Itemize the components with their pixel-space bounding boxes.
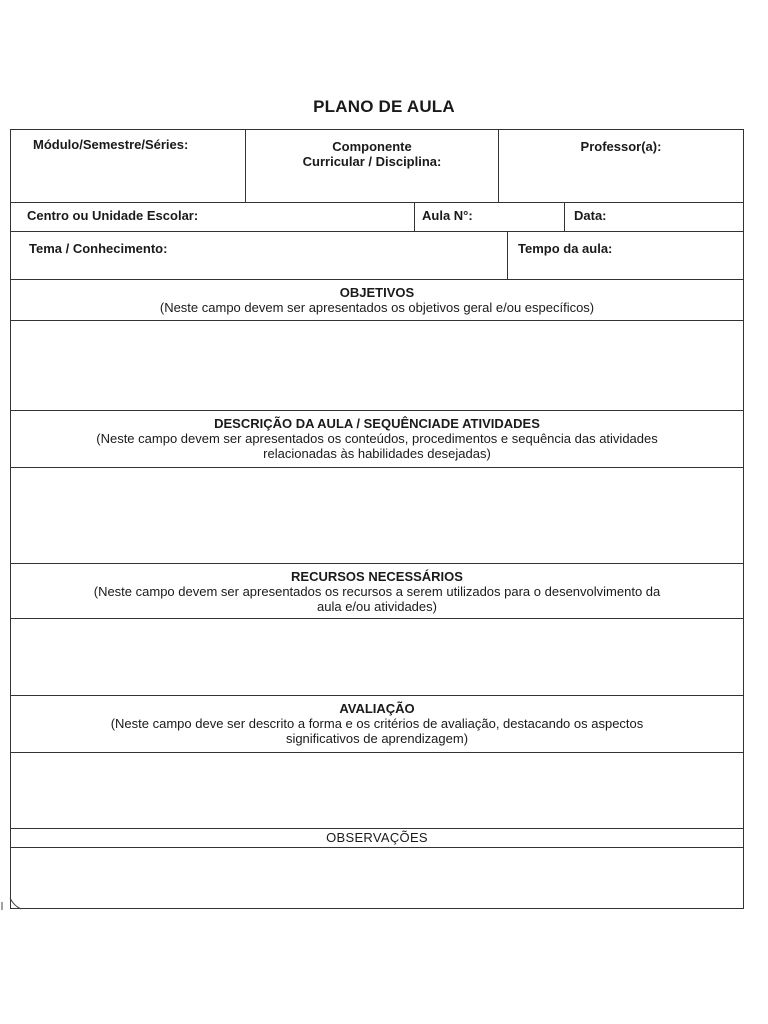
professor-label: Professor(a): bbox=[580, 139, 662, 154]
modulo-label: Módulo/Semestre/Séries: bbox=[33, 137, 189, 152]
avaliacao-description-line1: (Neste campo deve ser descrito a forma e os critérios de avaliação, destacando os aspectos bbox=[110, 716, 644, 731]
avaliacao-content-area[interactable] bbox=[11, 753, 743, 829]
page-curl-mark bbox=[0, 896, 22, 914]
descricao-heading: DESCRIÇÃO DA AULA / SEQUÊNCIADE ATIVIDADES bbox=[214, 416, 540, 431]
tempo-label: Tempo da aula: bbox=[518, 241, 613, 256]
data-label: Data: bbox=[574, 208, 607, 223]
objetivos-content-area[interactable] bbox=[11, 321, 743, 411]
recursos-content-area[interactable] bbox=[11, 619, 743, 696]
avaliacao-header bbox=[11, 696, 743, 753]
descricao-content-area[interactable] bbox=[11, 468, 743, 564]
avaliacao-description-line2: significativos de aprendizagem) bbox=[285, 731, 469, 746]
modulo-field[interactable] bbox=[11, 130, 246, 202]
lesson-plan-form bbox=[10, 129, 744, 909]
data-field[interactable] bbox=[565, 203, 743, 231]
centro-field[interactable] bbox=[11, 203, 415, 231]
componente-label-line2: Curricular / Disciplina: bbox=[302, 154, 442, 169]
tempo-field[interactable] bbox=[508, 232, 743, 279]
header-row bbox=[11, 130, 743, 203]
tema-field[interactable] bbox=[11, 232, 508, 279]
aula-field[interactable] bbox=[415, 203, 565, 231]
objetivos-description: (Neste campo devem ser apresentados os objetivos geral e/ou específicos) bbox=[159, 300, 595, 315]
observacoes-content-area[interactable] bbox=[11, 848, 743, 908]
descricao-description-line1: (Neste campo devem ser apresentados os conteúdos, procedimentos e sequência das atividades bbox=[96, 431, 658, 446]
recursos-description-line1: (Neste campo devem ser apresentados os recursos a serem utilizados para o desenvolvimento da bbox=[93, 584, 661, 599]
document-title: PLANO DE AULA bbox=[313, 97, 455, 116]
tema-row bbox=[11, 232, 743, 280]
objetivos-heading: OBJETIVOS bbox=[339, 285, 415, 300]
objetivos-header bbox=[11, 280, 743, 321]
info-row bbox=[11, 203, 743, 232]
professor-field[interactable] bbox=[499, 130, 743, 202]
centro-label: Centro ou Unidade Escolar: bbox=[27, 208, 199, 223]
componente-label-line1: Componente bbox=[332, 139, 412, 154]
descricao-description-line2: relacionadas às habilidades desejadas) bbox=[263, 446, 491, 461]
recursos-header bbox=[11, 564, 743, 619]
recursos-heading: RECURSOS NECESSÁRIOS bbox=[291, 569, 463, 584]
aula-label: Aula N°: bbox=[422, 208, 473, 223]
observacoes-header bbox=[11, 829, 743, 848]
recursos-description-line2: aula e/ou atividades) bbox=[317, 599, 437, 614]
observacoes-heading: OBSERVAÇÕES bbox=[326, 830, 428, 845]
componente-field[interactable] bbox=[246, 130, 499, 202]
descricao-header bbox=[11, 411, 743, 468]
tema-label: Tema / Conhecimento: bbox=[29, 241, 168, 256]
avaliacao-heading: AVALIAÇÃO bbox=[339, 701, 415, 716]
